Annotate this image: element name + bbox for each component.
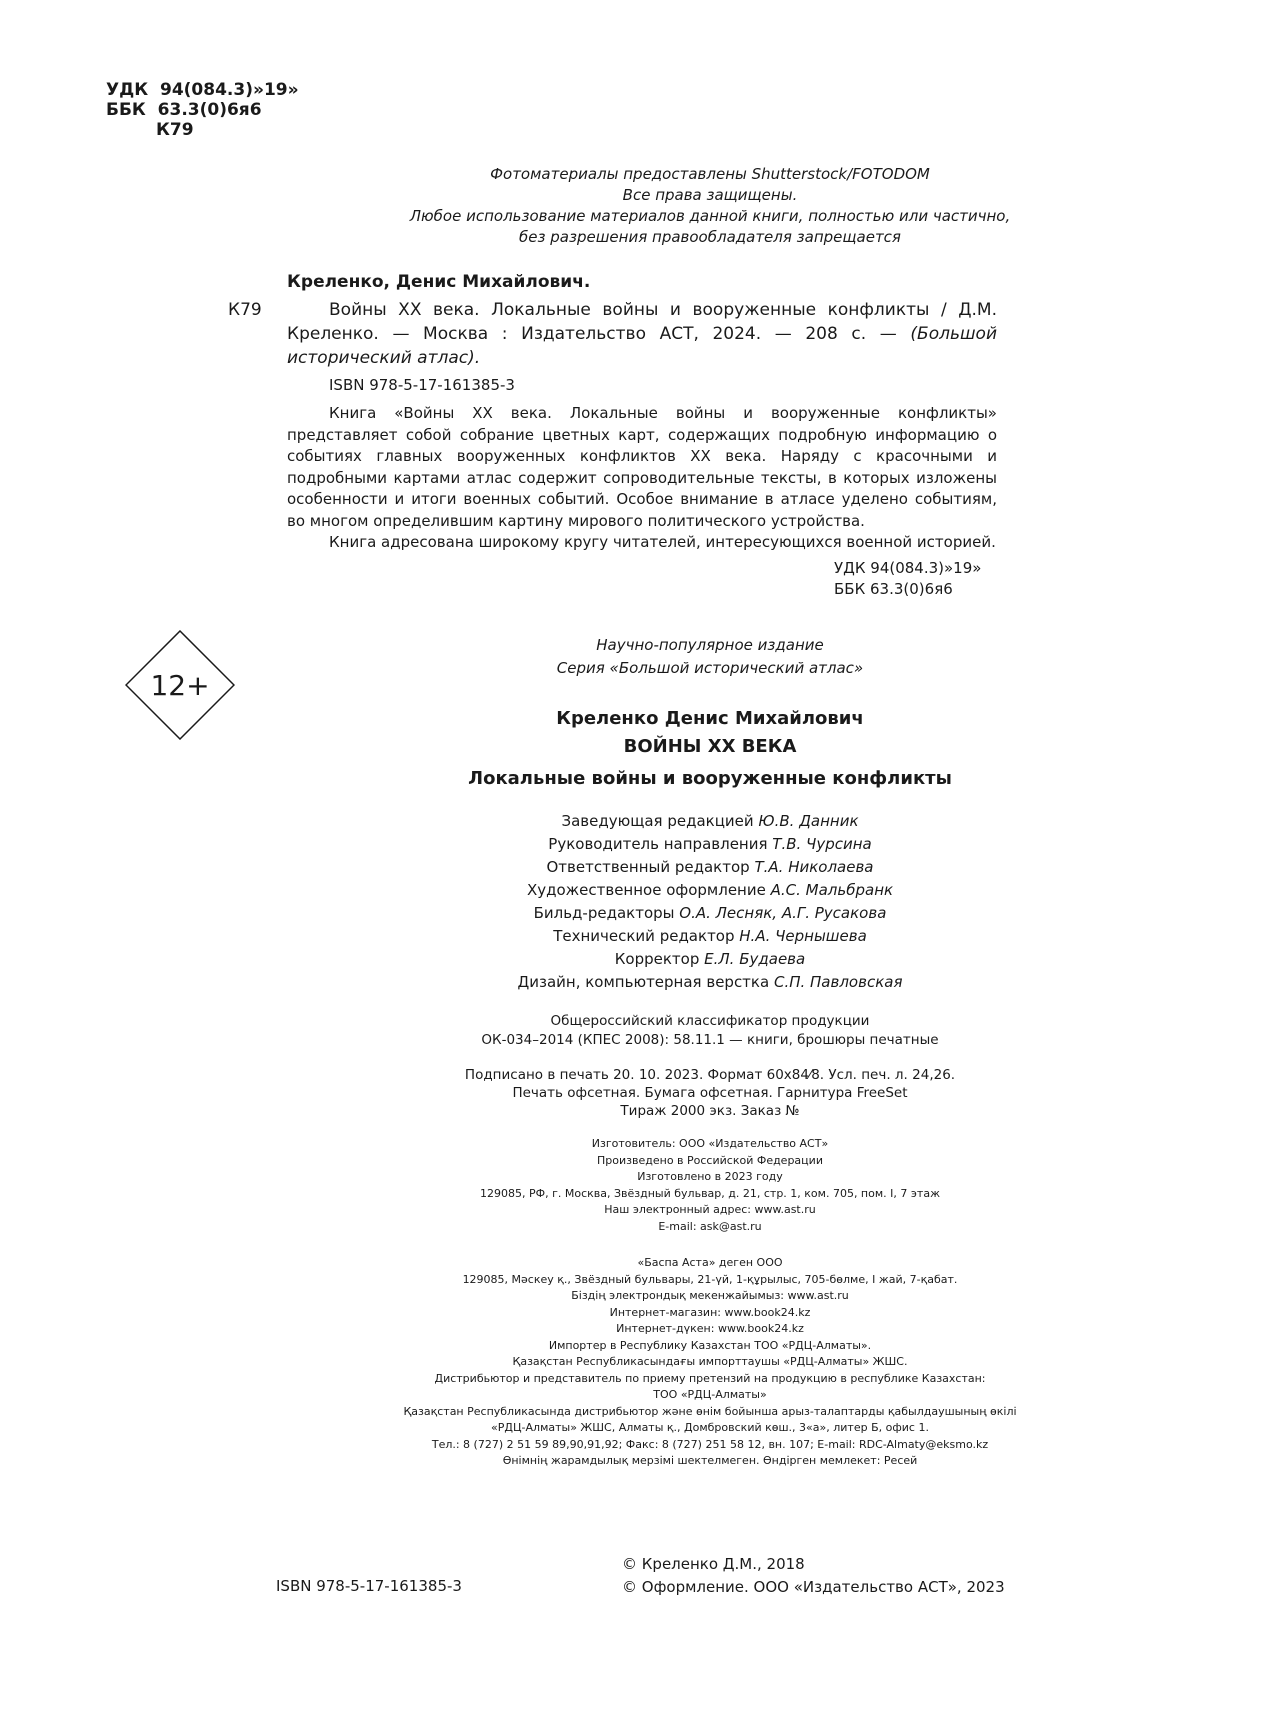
annotation-paragraph: Книга адресована широкому кругу читателей, интересующихся военной историей.: [329, 533, 996, 551]
annotation-paragraph: Книга «Войны XX века. Локальные войны и вооруженные конфликты» представляет собой собрание цветных карт, содержащих подробную информацию о событиях главных вооруженных конфликтов XX века. Наряду с красочными и подробными картами атлас содержит сопроводительные тексты, в которых изложены особенности и итоги военных событий. Особое внимание в атласе уделено событиям, во многом определившим картину мирового политического устройства.: [287, 404, 997, 530]
copyright-design: © Оформление. ООО «Издательство АСТ», 2023: [622, 1578, 1005, 1596]
edition-type: Научно-популярное издание: [596, 636, 824, 654]
copyright-author: © Креленко Д.М., 2018: [622, 1555, 805, 1573]
biblio-entry: [287, 298, 997, 370]
copyright: [622, 1553, 1005, 1599]
staff-row: Дизайн, компьютерная верстка С.П. Павловская: [517, 973, 903, 991]
udk-bbk-block: [106, 80, 299, 140]
bbk-right-line: ББК 63.3(0)6я6: [834, 580, 953, 598]
staff-list: [0, 810, 1270, 994]
bbk-label: ББК: [106, 100, 146, 120]
staff-row: Художественное оформление А.С. Мальбранк: [526, 881, 894, 899]
age-rating: 12+: [150, 668, 210, 702]
author-mark: К79: [156, 120, 194, 140]
udk-value: 94(084.3)»19»: [160, 80, 299, 100]
staff-row: Руководитель направления Т.В. Чурсина: [548, 835, 872, 853]
biblio-entry-main: Войны XX века. Локальные войны и вооруженные конфликты / Д.М. Креленко. — Москва : Издательство АСТ, 2024. — 208 с. —: [287, 300, 997, 344]
credit-line: Все права защищены.: [622, 186, 798, 204]
edition-series: Серия «Большой исторический атлас»: [556, 659, 864, 677]
credit-line: Любое использование материалов данной книги, полностью или частично,: [409, 207, 1011, 225]
staff-row: Заведующая редакцией Ю.В. Данник: [561, 812, 859, 830]
biblio-isbn: ISBN 978-5-17-161385-3: [329, 376, 515, 394]
staff-row: Ответственный редактор Т.А. Николаева: [546, 858, 874, 876]
staff-row: Корректор Е.Л. Будаева: [614, 950, 806, 968]
bbk-value: 63.3(0)6я6: [157, 100, 262, 120]
udk-right-line: УДК 94(084.3)»19»: [834, 559, 982, 577]
biblio-author-mark: К79: [228, 300, 262, 320]
udk-bbk-right: [834, 558, 981, 600]
credit-line: Фотоматериалы предоставлены Shutterstock/FOTODOM: [490, 165, 930, 183]
book-title: ВОЙНЫ XX ВЕКА: [623, 736, 797, 757]
biblio-author-heading: Креленко, Денис Михайлович.: [287, 272, 591, 292]
title-block: [0, 705, 1270, 793]
print-info: Подписано в печать 20. 10. 2023. Формат 60x84⁄8. Усл. печ. л. 24,26. Печать офсетная. Бумага офсетная. Гарнитура FreeSet Тираж 2000 экз. Заказ №: [464, 1067, 956, 1119]
product-classifier: Общероссийский классификатор продукции ОК-034–2014 (КПЕС 2008): 58.11.1 — книги, брошюры печатные: [481, 1013, 939, 1048]
book-subtitle: Локальные войны и вооруженные конфликты: [468, 768, 952, 789]
title-author: Креленко Денис Михайлович: [556, 708, 864, 729]
rights-credits: [0, 164, 1270, 248]
credit-line: без разрешения правообладателя запрещается: [519, 228, 901, 246]
annotation: [287, 403, 997, 554]
kazakhstan-info: «Баспа Аста» деген ООО 129085, Мәскеу қ., Звёздный бульвары, 21-үй, 1-құрылыс, 705-бөлме, I жай, 7-қабат. Біздің электрондық мекенжайымыз: www.ast.ru Интернет-магазин: www.book24.kz Интернет-дүкен: www.book24.kz Импортер в Республику Казахстан ТОО «РДЦ-Алматы». Қазақстан Республикасындағы импорттаушы «РДЦ-Алматы» ЖШС. Дистрибьютор и представитель по приему претензий на продукцию в республике Казахстан: ТОО «РДЦ-Алматы» Қазақстан Республикасында дистрибьютор және өнім бойынша арыз-талаптарды қабылдаушының өкілі «РДЦ-Алматы» ЖШС, Алматы қ., Домбровский көш., 3«а», литер Б, офис 1. Тел.: 8 (727) 2 51 59 89,90,91,92; Факс: 8 (727) 251 58 12, вн. 107; E-mail: RDC-Almaty@eksmo.kz Өнімнің жарамдылық мерзімі шектелмеген. Өндірген мемлекет: Ресей: [403, 1256, 1017, 1467]
isbn-bottom: ISBN 978-5-17-161385-3: [276, 1577, 462, 1595]
biblio-entry-series: (Большой исторический атлас).: [287, 324, 998, 368]
edition-info: [0, 634, 1270, 680]
staff-row: Технический редактор Н.А. Чернышева: [553, 927, 867, 945]
manufacturer-info: Изготовитель: ООО «Издательство АСТ» Произведено в Российской Федерации Изготовлено в 2023 году 129085, РФ, г. Москва, Звёздный бульвар, д. 21, стр. 1, ком. 705, пом. I, 7 этаж Наш электронный адрес: www.ast.ru E-mail: ask@ast.ru: [480, 1137, 940, 1233]
staff-row: Бильд-редакторы О.А. Лесняк, А.Г. Русакова: [533, 904, 887, 922]
udk-label: УДК: [106, 80, 149, 100]
